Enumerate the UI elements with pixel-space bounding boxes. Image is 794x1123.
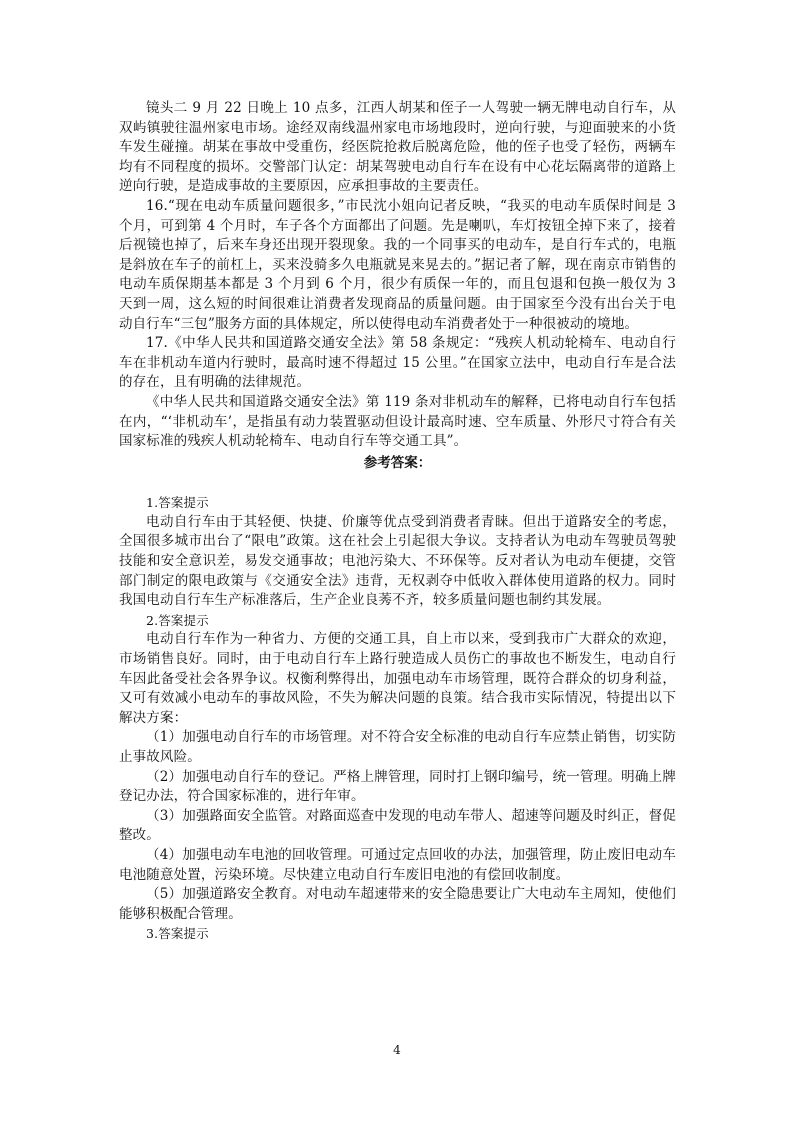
spacer — [119, 475, 676, 493]
scene-two-paragraph: 镜头二 9 月 22 日晚上 10 点多，江西人胡某和侄子一人驾驶一辆无牌电动自行车，从双屿镇驶往温州家电市场。途经双南线温州家电市场地段时，逆向行驶，与迎面驶来的小货车发生碰撞。胡某在事故中受重伤，经医院抢救后脱离危险，他的侄子也受了轻伤，两辆车均有不同程度的损坏。交警部门认定：胡某驾驶电动自行车在设有中心花坛隔离带的道路上逆向行驶，是造成事故的主要原因，应承担事故的主要责任。 — [119, 100, 676, 195]
answer-2-item-5: （5）加强道路安全教育。对电动车超速带来的安全隐患要让广大电动车主周知，使他们能够积极配合管理。 — [119, 886, 676, 922]
page-number: 4 — [393, 1043, 401, 1057]
law-article-119-paragraph: 《中华人民共和国道路交通安全法》第 119 条对非机动车的解释，已将电动自行车包括在内，“‘非机动车’，是指虽有动力装置驱动但设计最高时速、空车质量、外形尺寸符合有关国家标准的残疾人机动轮椅车、电动自行车等交通工具”。 — [119, 393, 676, 450]
item-17-paragraph: 17.《中华人民共和国道路交通安全法》第 58 条规定：“残疾人机动轮椅车、电动自行车在非机动车道内行驶时，最高时速不得超过 15 公里。”在国家立法中，电动自行车是合法的存在，且有明确的法律规范。 — [119, 335, 676, 391]
answers-heading: 参考答案： — [363, 454, 432, 471]
answer-2-text: 电动自行车作为一种省力、方便的交通工具，自上市以来，受到我市广大群众的欢迎，市场销售良好。同时，由于电动自行车上路行驶造成人员伤亡的事故也不断发生，电动自行车因此备受社会各界争议。权衡利弊得出，加强电动车市场管理，既符合群众的切身利益，又可有效减小电动车的事故风险，不失为解决问题的良策。结合我市实际情况，特提出以下解决方案： — [119, 631, 676, 726]
answer-1-text: 电动自行车由于其轻便、快捷、价廉等优点受到消费者青睐。但出于道路安全的考虑，全国很多城市出台了“限电”政策。这在社会上引起很大争议。支持者认为电动车驾驶员驾驶技能和安全意识差，易发交通事故；电池污染大、不环保等。反对者认为电动车便捷，交管部门制定的限电政策与《交通安全法》违背，无权剥夺中低收入群体使用道路的权力。同时我国电动自行车生产标准落后，生产企业良莠不齐，较多质量问题也制约其发展。 — [119, 513, 676, 609]
answer-2-item-1: （1）加强电动自行车的市场管理。对不符合安全标准的电动自行车应禁止销售，切实防止事故风险。 — [119, 729, 676, 765]
answer-2-item-3: （3）加强路面安全监管。对路面巡查中发现的电动车带人、超速等问题及时纠正，督促整改。 — [119, 807, 676, 844]
item-16-paragraph: 16.“现在电动车质量问题很多，”市民沈小姐向记者反映，“我买的电动车质保时间是 3 个月，可到第 4 个月时，车子各个方面都出了问题。先是喇叭，车灯按钮全掉下来了，接着后视镜也掉了，后来车身还出现开裂现象。我的一个同事买的电动车，是自行车式的，电瓶是斜放在车子的前杠上，买来没骑多久电瓶就晃来晃去的。”据记者了解，现在南京市销售的电动车质保期基本都是 3 个月到 6 个月，很少有质保一年的，而且包退和包换一般仅为 3 天到一周，这么短的时间很难让消费者发现商品的质量问题。由于国家至今没有出台关于电动自行车“三包”服务方面的具体规定，所以使得电动车消费者处于一种很被动的境地。 — [119, 197, 676, 332]
answer-2-item-2: （2）加强电动自行车的登记。严格上牌管理，同时打上钢印编号，统一管理。明确上牌登记办法，符合国家标准的，进行年审。 — [119, 768, 676, 805]
answer-3-label: 3.答案提示 — [146, 926, 209, 942]
page-content — [119, 99, 676, 944]
answer-1-label: 1.答案提示 — [146, 495, 209, 511]
answer-2-item-4: （4）加强电动车电池的回收管理。可通过定点回收的办法，加强管理，防止废旧电动车电池随意处置，污染环境。尽快建立电动自行车废旧电池的有偿回收制度。 — [119, 846, 676, 883]
answer-2-label: 2.答案提示 — [146, 612, 209, 628]
